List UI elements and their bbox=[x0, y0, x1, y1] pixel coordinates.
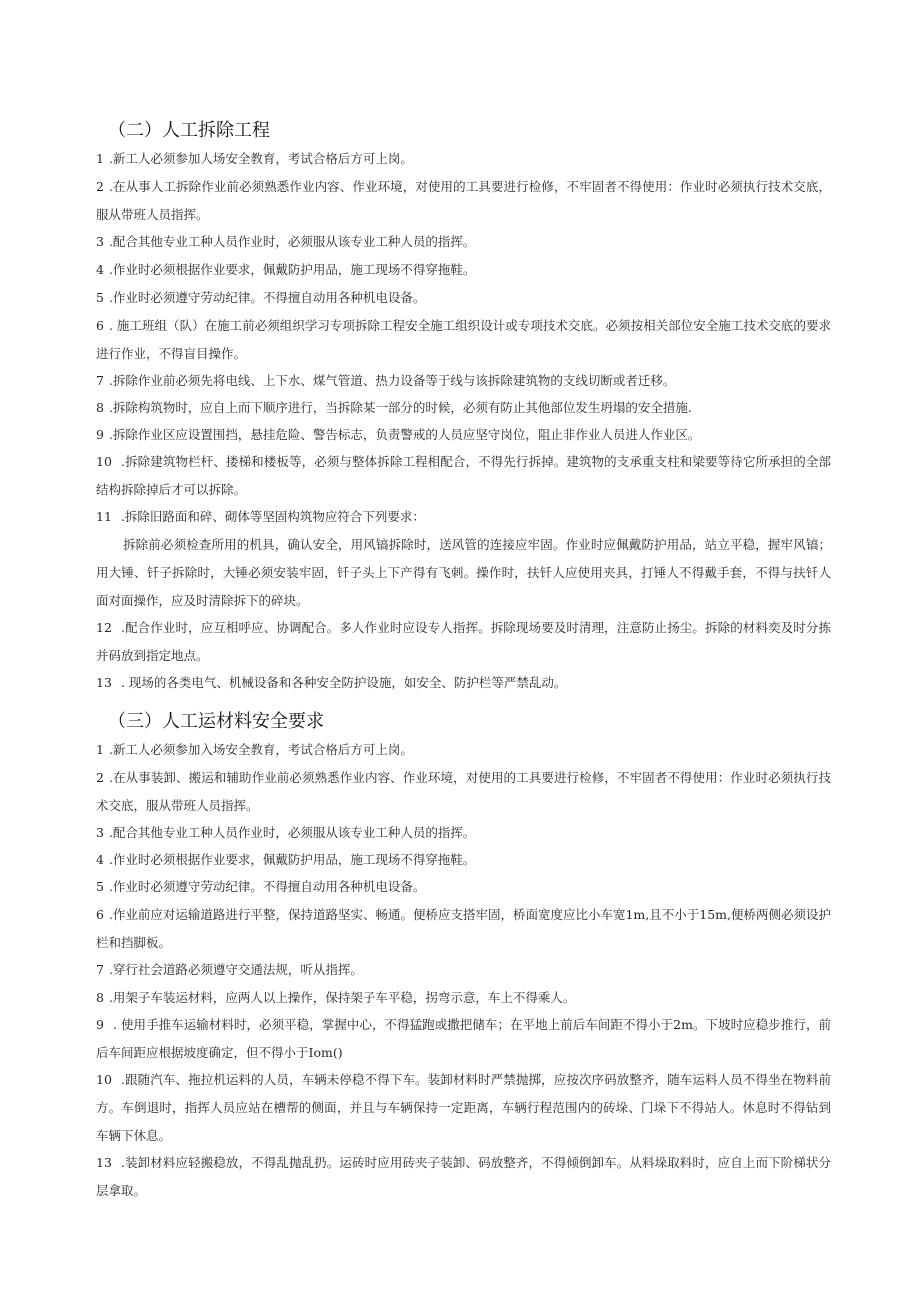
s2-item-9 bbox=[96, 421, 831, 449]
item-number: 10 bbox=[96, 1072, 112, 1087]
s2-item-11-detail bbox=[96, 531, 831, 615]
s3-item-10 bbox=[96, 1066, 831, 1150]
s2-item-11 bbox=[96, 503, 831, 531]
item-number: 4 bbox=[96, 852, 104, 867]
s3-item-9 bbox=[96, 1011, 831, 1067]
item-text: . 施工班组（队）在施工前必须组织学习专项拆除工程安全施工组织设计或专项技术交底。必须按相关部位安全施工技术交底的要求进行作业，不得盲目操作。 bbox=[96, 318, 831, 361]
s2-item-13 bbox=[96, 669, 831, 697]
item-text: .新工人必须参加入场安全教育，考试合格后方可上岗。 bbox=[108, 742, 413, 757]
item-number: 3 bbox=[96, 825, 104, 840]
s3-item-5 bbox=[96, 873, 831, 901]
s2-item-1 bbox=[96, 145, 831, 173]
item-number: 2 bbox=[96, 770, 104, 785]
item-text: .拆除旧路面和碎、砌体等坚固构筑物应符合下列要求： bbox=[116, 509, 425, 524]
s3-item-4 bbox=[96, 846, 831, 874]
item-number: 7 bbox=[96, 962, 104, 977]
item-text: .作业时必须根据作业要求，佩戴防护用品，施工现场不得穿拖鞋。 bbox=[108, 852, 476, 867]
section-3-title: （三）人工运材料安全要求 bbox=[108, 711, 324, 732]
s2-item-7 bbox=[96, 367, 831, 395]
item-number: 1 bbox=[96, 742, 104, 757]
item-text: .作业时必须根据作业要求，佩戴防护用品，施工现场不得穿拖鞋。 bbox=[108, 262, 476, 277]
item-text: .在从事人工拆除作业前必须熟悉作业内容、作业环境，对使用的工具要进行检修，不牢固者不得使用：作业时必须执行技术交底，服从带班人员指挥。 bbox=[96, 179, 831, 222]
s3-item-1 bbox=[96, 736, 831, 764]
s2-item-6 bbox=[96, 312, 831, 368]
item-number: 9 bbox=[96, 427, 104, 442]
item-number: 13 bbox=[96, 675, 112, 690]
item-text: 拆除前必须检查所用的机具，确认安全，用风镐拆除时，送风管的连接应牢固。作业时应佩戴防护用品，站立平稳，握牢风镐；用大锤、钎子拆除时，大锤必须安装牢固，钎子头上下产得有飞刺。操作时，扶钎人应使用夹具，打锤人不得戴手套，不得与扶钎人面对面操作，应及时清除拆下的碎块。 bbox=[96, 537, 831, 608]
item-text: .跟随汽车、拖拉机运料的人员，车辆未停稳不得下车。装卸材料时严禁抛掷，应按次序码放整齐，随车运料人员不得坐在物料前方。车倒退时，指挥人员应站在槽帮的侧面，并且与车辆保持一定距离，车辆行程范围内的砖垛、门垛下不得站人。休息时不得钻到车辆下休息。 bbox=[96, 1072, 831, 1143]
item-number: 9 bbox=[96, 1017, 104, 1032]
section-2-title: （二）人工拆除工程 bbox=[108, 120, 270, 141]
s2-item-10 bbox=[96, 448, 831, 504]
item-text: .作业前应对运输道路进行平整，保持道路坚实、畅通。便桥应支搭牢固，桥面宽度应比小车宽1m,且不小于15m,便桥两侧必须设护栏和挡脚板。 bbox=[96, 907, 831, 950]
item-text: .拆除作业区应设置围挡，悬挂危险、警告标志，负责警戒的人员应坚守岗位，阻止非作业人员进人作业区。 bbox=[108, 427, 701, 442]
item-number: 6 bbox=[96, 318, 104, 333]
item-text: .拆除作业前必须先将电线、上下水、煤气管道、热力设备等于线与该拆除建筑物的支线切断或者迁移。 bbox=[108, 373, 676, 388]
item-text: . 现场的各类电气、机械设备和各种安全防护设施，如安全、防护栏等严禁乱动。 bbox=[116, 675, 567, 690]
item-text: .配合其他专业工种人员作业时，必须服从该专业工种人员的指挥。 bbox=[108, 234, 476, 249]
item-number: 13 bbox=[96, 1155, 112, 1170]
item-text: .拆除建筑物栏杆、搂梯和楼板等，必须与整体拆除工程相配合，不得先行拆掉。建筑物的支承重支柱和梁要等待它所承担的全部结构拆除掉后才可以拆除。 bbox=[96, 454, 831, 497]
s2-item-8 bbox=[96, 394, 831, 422]
item-text: .配合其他专业工种人员作业时，必须服从该专业工种人员的指挥。 bbox=[108, 825, 476, 840]
item-text: .装卸材料应轻搬稳放，不得乱抛乱扔。运砖时应用砖夹子装卸、码放整齐，不得倾倒卸车。从料垛取料时，应自上而下阶梯状分层拿取。 bbox=[96, 1155, 831, 1198]
item-number: 2 bbox=[96, 179, 104, 194]
item-text: .用架子车装运材料，应两人以上操作，保持架子车平稳，拐弯示意，车上不得乘人。 bbox=[108, 990, 576, 1005]
item-number: 11 bbox=[96, 509, 112, 524]
item-text: .配合作业时，应互相呼应、协调配合。多人作业时应设专人指挥。拆除现场要及时清理，注意防止扬尘。拆除的材料奕及时分拣并码放到指定地点。 bbox=[96, 620, 831, 663]
item-text: . 使用手推车运输材料时，必须平稳，掌握中心，不得猛跑或撒把储车；在平地上前后车间距不得小于2m。下坡时应稳步推行，前后车间距应根据坡度确定，但不得小于Iom() bbox=[96, 1017, 831, 1060]
s2-item-2 bbox=[96, 173, 831, 229]
item-number: 8 bbox=[96, 990, 104, 1005]
item-number: 7 bbox=[96, 373, 104, 388]
item-text: .新工人必须参加人场安全教育，考试合格后方可上岗。 bbox=[108, 151, 413, 166]
item-number: 3 bbox=[96, 234, 104, 249]
item-text: .拆除构筑物时，应自上而下顺序进行，当拆除某一部分的时候，必须有防止其他部位发生坍塌的安全措施. bbox=[108, 400, 692, 415]
item-text: .在从事装卸、搬运和辅助作业前必须熟悉作业内容、作业环境，对使用的工具要进行检修，不牢固者不得使用：作业时必须执行技术交底，服从带班人员指挥。 bbox=[96, 770, 831, 813]
s2-item-3 bbox=[96, 228, 831, 256]
s3-item-6 bbox=[96, 901, 831, 957]
item-number: 1 bbox=[96, 151, 104, 166]
item-number: 6 bbox=[96, 907, 104, 922]
s2-item-12 bbox=[96, 614, 831, 670]
s2-item-5 bbox=[96, 284, 831, 312]
item-number: 5 bbox=[96, 290, 104, 305]
item-number: 8 bbox=[96, 400, 104, 415]
item-text: .作业时必须遵守劳动纪律。不得擅自动用各种机电设备。 bbox=[108, 290, 426, 305]
item-text: .穿行社会道路必须遵守交通法规，听从指挥。 bbox=[108, 962, 363, 977]
item-number: 5 bbox=[96, 879, 104, 894]
item-number: 10 bbox=[96, 454, 112, 469]
s2-item-4 bbox=[96, 256, 831, 284]
item-number: 12 bbox=[96, 620, 112, 635]
item-text: .作业时必须遵守劳动纪律。不得擅自动用各种机电设备。 bbox=[108, 879, 426, 894]
item-number: 4 bbox=[96, 262, 104, 277]
s3-item-7 bbox=[96, 956, 831, 984]
s3-item-13 bbox=[96, 1149, 831, 1205]
s3-item-3 bbox=[96, 819, 831, 847]
s3-item-2 bbox=[96, 764, 831, 820]
s3-item-8 bbox=[96, 984, 831, 1012]
